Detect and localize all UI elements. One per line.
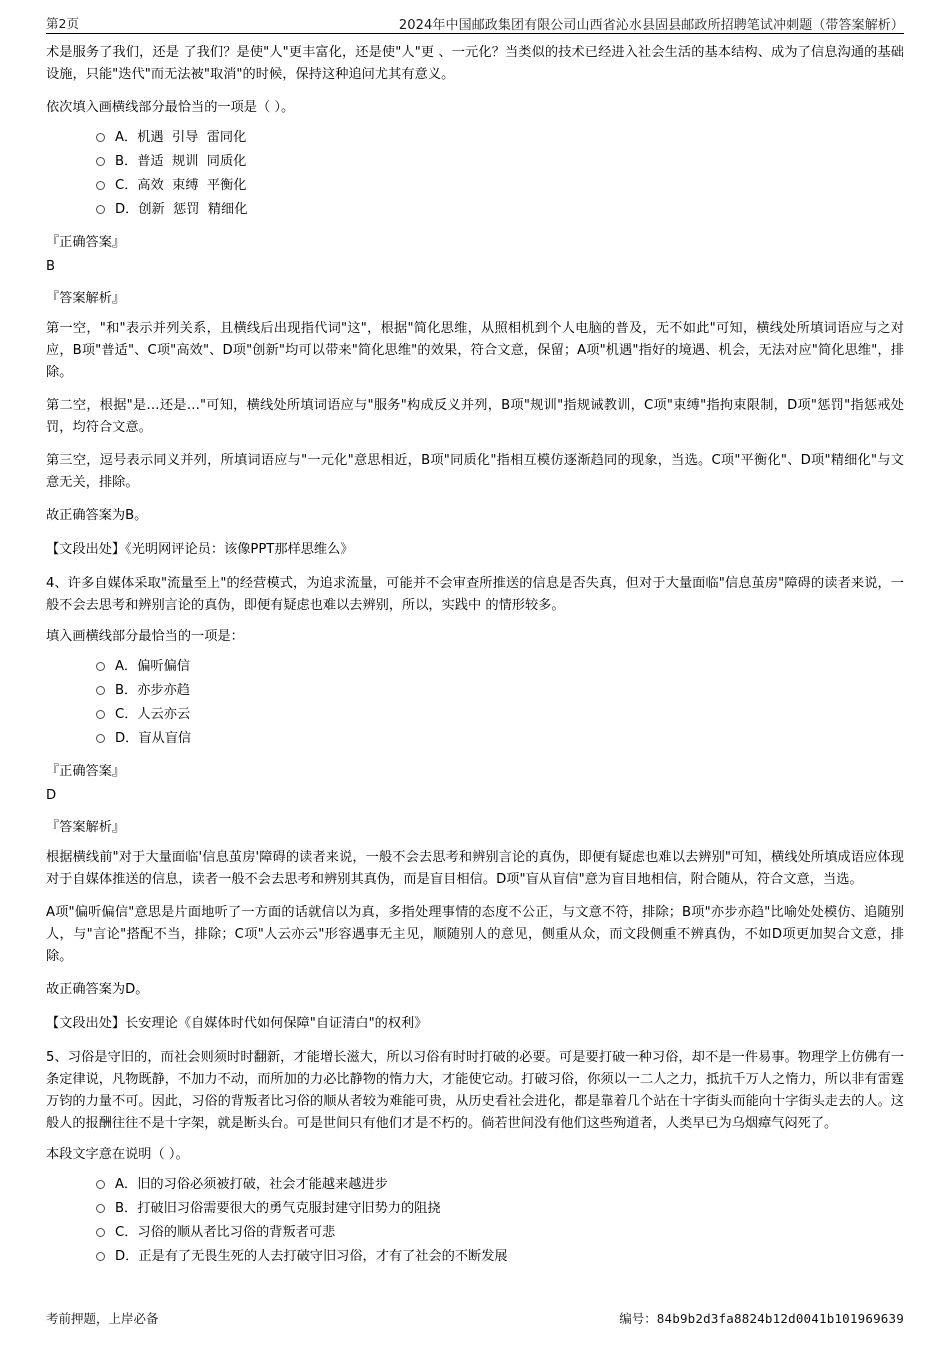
option-item[interactable] xyxy=(96,1221,904,1245)
q4-conclusion: 故正确答案为D。 xyxy=(46,982,149,997)
q4-source: 【文段出处】长安理论《自媒体时代如何保障"自证清白"的权利》 xyxy=(46,1016,428,1031)
q4-analysis-title: 『答案解析』 xyxy=(46,820,126,835)
option-marker: A． xyxy=(115,130,138,145)
q4-prompt: 填入画横线部分最恰当的一项是： xyxy=(46,629,244,644)
radio-icon[interactable] xyxy=(96,662,105,671)
option-text: 习俗的顺从者比习俗的背叛者可悲 xyxy=(137,1225,336,1240)
option-marker: D． xyxy=(115,1249,139,1264)
option-item[interactable] xyxy=(96,679,904,703)
radio-icon[interactable] xyxy=(96,1228,105,1237)
q3-analysis-title: 『答案解析』 xyxy=(46,291,126,306)
page-header xyxy=(0,14,950,40)
q4-answer-value: D xyxy=(46,788,57,803)
q5-prompt: 本段文字意在说明（ ）。 xyxy=(46,1147,189,1162)
option-text: 创新 惩罚 精细化 xyxy=(138,202,248,217)
page-footer xyxy=(0,1309,950,1327)
option-text: 机遇 引导 雷同化 xyxy=(137,130,247,145)
q3-source: 【文段出处】《光明网评论员：该像PPT那样思维么》 xyxy=(46,542,354,557)
q3-analysis-paragraph: 第二空，根据"是…还是…"可知，横线处所填词语应与"服务"构成反义并列，B项"规训"指规诫教训，C项"束缚"指拘束限制，D项"惩罚"指惩戒处罚，均符合文意。 xyxy=(46,398,904,435)
footer-slogan: 考前押题，上岸必备 xyxy=(46,1311,159,1326)
radio-icon[interactable] xyxy=(96,133,105,142)
option-marker: A． xyxy=(115,1177,138,1192)
option-item[interactable] xyxy=(96,1245,904,1269)
radio-icon[interactable] xyxy=(96,1204,105,1213)
option-text: 亦步亦趋 xyxy=(137,683,190,698)
q5-options xyxy=(46,1173,904,1269)
option-marker: B． xyxy=(115,1201,138,1216)
option-item[interactable] xyxy=(96,1173,904,1197)
radio-icon[interactable] xyxy=(96,686,105,695)
option-item[interactable] xyxy=(96,727,904,751)
option-marker: C． xyxy=(115,178,138,193)
footer-code-value: 84b9b2d3fa8824b12d0041b101969639 xyxy=(656,1311,904,1326)
q3-answer-title: 『正确答案』 xyxy=(46,235,126,250)
option-text: 普适 规训 同质化 xyxy=(137,154,247,169)
option-marker: A． xyxy=(115,659,138,674)
intro-paragraph: 术是服务了我们，还是 了我们？是使"人"更丰富化，还是使"人"更 、一元化？当类似的技术已经进入社会生活的基本结构、成为了信息沟通的基础设施，只能"迭代"而无法被"取消"的时候，保持这种追问尤其有意义。 xyxy=(46,45,904,82)
q3-conclusion: 故正确答案为B。 xyxy=(46,508,148,523)
option-text: 高效 束缚 平衡化 xyxy=(137,178,247,193)
q4-analysis-paragraph: A项"偏听偏信"意思是片面地听了一方面的话就信以为真，多指处理事情的态度不公正，与文意不符，排除；B项"亦步亦趋"比喻处处模仿、追随别人，与"言论"搭配不当，排除；C项"人云亦云"形容遇事无主见，顺随别人的意见，侧重从众，而文段侧重不辨真伪，不如D项更加契合文意，排除。 xyxy=(46,905,904,964)
option-item[interactable] xyxy=(96,198,904,222)
header-divider xyxy=(46,33,904,34)
radio-icon[interactable] xyxy=(96,1252,105,1261)
radio-icon[interactable] xyxy=(96,181,105,190)
footer-code-wrap xyxy=(619,1309,904,1327)
radio-icon[interactable] xyxy=(96,710,105,719)
document-title: 2024年中国邮政集团有限公司山西省沁水县固县邮政所招聘笔试冲刺题（带答案解析） xyxy=(398,18,904,33)
option-item[interactable] xyxy=(96,703,904,727)
q5-stem: 5、习俗是守旧的，而社会则须时时翻新，才能增长滋大，所以习俗有时时打破的必要。可是要打破一种习俗，却不是一件易事。物理学上仿佛有一条定律说，凡物既静，不加力不动，而所加的力必比静物的惰力大，才能使它动。打破习俗，你须以一二人之力，抵抗千万人之惰力，所以非有雷霆万钧的力量不可。因此，习俗的背叛者比习俗的顺从者较为难能可贵，从历史看社会进化，都是靠着几个站在十字街头而能向十字街头走去的人。这般人的报酬往往不是十字架，就是断头台。可是世间只有他们才是不朽的。倘若世间没有他们这些殉道者，人类早已为乌烟瘴气闷死了。 xyxy=(46,1050,904,1131)
q4-analysis-paragraph: 根据横线前"对于大量面临'信息茧房'障碍的读者来说，一般不会去思考和辨别言论的真伪，即便有疑虑也难以去辨别"可知，横线处所填成语应体现对于自媒体推送的信息，读者一般不会去思考和辨别其真伪，而是盲目相信。D项"盲从盲信"意为盲目地相信，附合随从，符合文意，当选。 xyxy=(46,850,904,887)
q3-options xyxy=(46,126,904,222)
option-item[interactable] xyxy=(96,1197,904,1221)
option-item[interactable] xyxy=(96,655,904,679)
option-item[interactable] xyxy=(96,126,904,150)
option-marker: B． xyxy=(115,683,138,698)
footer-code-label: 编号： xyxy=(619,1311,657,1326)
option-text: 偏听偏信 xyxy=(137,659,190,674)
radio-icon[interactable] xyxy=(96,1180,105,1189)
option-marker: C． xyxy=(115,1225,138,1240)
option-marker: D． xyxy=(115,731,139,746)
q3-analysis-paragraph: 第一空，"和"表示并列关系，且横线后出现指代词"这"，根据"简化思维，从照相机到个人电脑的普及，无不如此"可知，横线处所填词语应与之对应，B项"普适"、C项"高效"、D项"创新"均可以带来"简化思维"的效果，符合文意，保留；A项"机遇"指好的境遇、机会，无法对应"简化思维"，排除。 xyxy=(46,321,904,380)
q4-stem: 4、许多自媒体采取"流量至上"的经营模式，为追求流量，可能并不会审查所推送的信息是否失真，但对于大量面临"信息茧房"障碍的读者来说，一般不会去思考和辨别言论的真伪，即便有疑虑也难以去辨别，所以，实践中 的情形较多。 xyxy=(46,576,904,613)
radio-icon[interactable] xyxy=(96,205,105,214)
option-marker: C． xyxy=(115,707,138,722)
radio-icon[interactable] xyxy=(96,734,105,743)
option-item[interactable] xyxy=(96,174,904,198)
q3-prompt: 依次填入画横线部分最恰当的一项是（ ）。 xyxy=(46,100,295,115)
radio-icon[interactable] xyxy=(96,157,105,166)
q3-analysis-paragraph: 第三空，逗号表示同义并列，所填词语应与"一元化"意思相近，B项"同质化"指相互模仿逐渐趋同的现象，当选。C项"平衡化"、D项"精细化"与文意无关，排除。 xyxy=(46,453,904,490)
q3-answer-value: B xyxy=(46,259,56,274)
option-text: 旧的习俗必须被打破，社会才能越来越进步 xyxy=(137,1177,388,1192)
option-marker: B． xyxy=(115,154,138,169)
option-item[interactable] xyxy=(96,150,904,174)
option-text: 人云亦云 xyxy=(137,707,191,722)
q4-answer-title: 『正确答案』 xyxy=(46,764,126,779)
document-content xyxy=(46,42,904,1279)
option-text: 打破旧习俗需要很大的勇气克服封建守旧势力的阻挠 xyxy=(137,1201,441,1216)
option-marker: D． xyxy=(115,202,139,217)
option-text: 盲从盲信 xyxy=(138,731,192,746)
page-number: 第2页 xyxy=(46,16,79,31)
q4-options xyxy=(46,655,904,751)
option-text: 正是有了无畏生死的人去打破守旧习俗，才有了社会的不断发展 xyxy=(138,1249,508,1264)
